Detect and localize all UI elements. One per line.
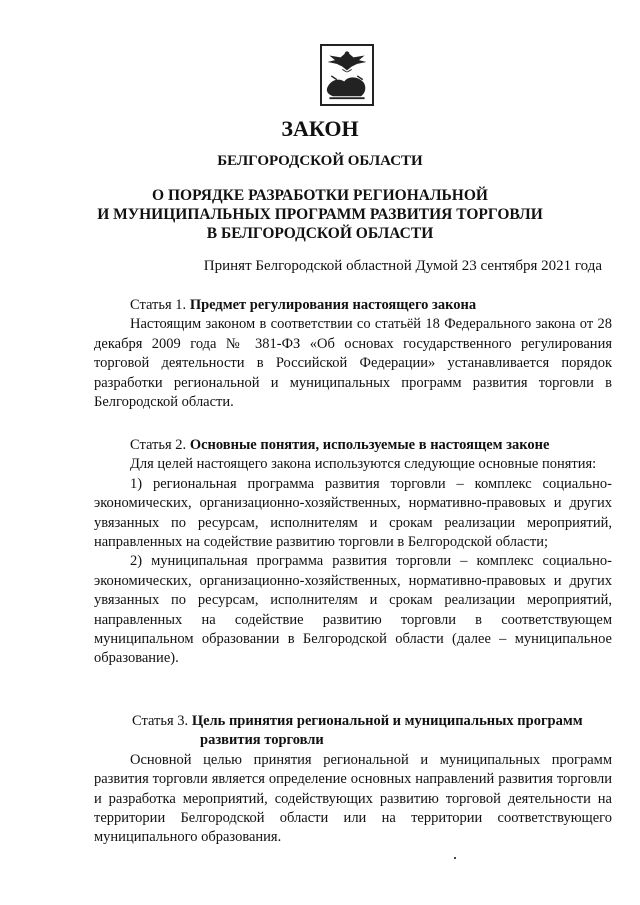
article-label: Статья 3. [132, 713, 189, 729]
article-label: Статья 2. [130, 437, 187, 453]
article-paragraph: Для целей настоящего закона используются следующие основные понятия: [130, 456, 597, 473]
article-title: Цель принятия региональной и муниципальных программ [191, 713, 583, 729]
law-title: ЗАКОН [281, 116, 359, 141]
article-paragraph: 1) региональная программа развития торговли – комплекс социально-экономических, организационно-хозяйственных, нормативно-правовых и других увязанных по ресурсам, исполнителям и срокам реализации мероприятий, направленных на содействие развитию торговли в Белгородской области; [94, 475, 612, 551]
article-heading [94, 712, 612, 751]
article-label: Статья 1. [130, 297, 187, 313]
coat-of-arms-icon [320, 44, 374, 106]
subtitle-line: В БЕЛГОРОДСКОЙ ОБЛАСТИ [206, 225, 434, 242]
article-title: развития торговли [200, 732, 324, 749]
subtitle-line: И МУНИЦИПАЛЬНЫХ ПРОГРАММ РАЗВИТИЯ ТОРГОВЛИ [97, 206, 543, 223]
article-title: Предмет регулирования настоящего закона [189, 297, 477, 313]
article-heading [94, 436, 612, 455]
subtitle-line: О ПОРЯДКЕ РАЗРАБОТКИ РЕГИОНАЛЬНОЙ [152, 187, 488, 204]
article-paragraph: 2) муниципальная программа развития торговли – комплекс социально-экономических, организационно-хозяйственных, нормативно-правовых и других увязанных по ресурсам, исполнителям и срокам реализации мероприятий, направленных на содействие развитию торговли в соответствующем муниципальном образовании в Белгородской области (далее – муниципальное образование). [94, 553, 612, 667]
adoption-note: Принят Белгородской областной Думой 23 сентября 2021 года [203, 258, 602, 274]
scan-speck [454, 857, 456, 859]
article-title: Основные понятия, используемые в настоящем законе [189, 437, 550, 453]
region-title: БЕЛГОРОДСКОЙ ОБЛАСТИ [217, 153, 423, 169]
article-3 [94, 712, 612, 848]
article-2 [94, 436, 612, 669]
article-heading [94, 296, 612, 315]
article-paragraph: Настоящим законом в соответствии со статьёй 18 Федерального закона от 28 декабря 2009 года № 381-ФЗ «Об основах государственного регулирования торговой деятельности в Российской Федерации» устанавливается порядок разработки региональной и муниципальных программ развития торговли в Белгородской области. [94, 316, 612, 411]
article-1 [94, 296, 612, 412]
law-subtitle [0, 186, 640, 243]
article-paragraph: Основной целью принятия региональной и муниципальных программ развития торговли является определение основных направлений развития торговли и разработка мероприятий, содействующих развитию торговой деятельности на территории Белгородской области или на территории соответствующего муниципального образования. [94, 751, 612, 846]
